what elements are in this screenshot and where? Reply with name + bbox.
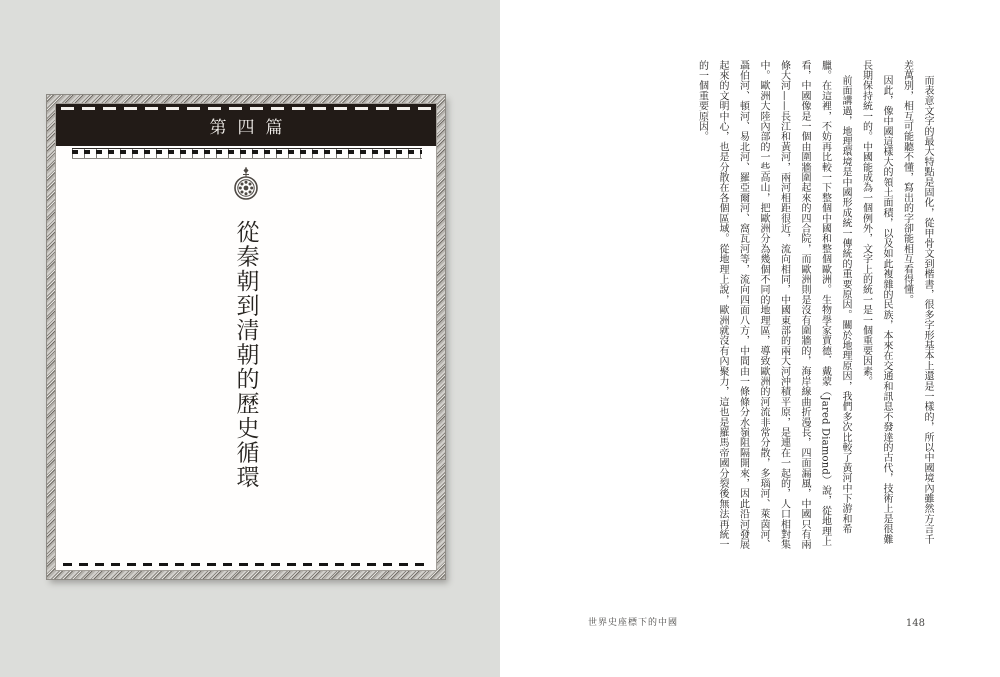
right-page (500, 0, 1000, 677)
chapter-title-card-inner (56, 104, 436, 570)
banner-dashed-line (61, 107, 431, 110)
part-label: 第四篇 (209, 117, 294, 138)
medallion-ornament-icon (233, 166, 260, 206)
chapter-title-card (47, 95, 445, 579)
paragraph-3: 前面講過，地理環境是中國形成統一傳統的重要原因。關於地理原因，我們多次比較了黃河中下游和希臘。在這裡，不妨再比較一下整個中國和整個歐洲。生物學家賈德．戴蒙（Jared Diamond）說，從地理上看，中國像是一個由圍牆圍起來的四合院，而歐洲則是沒有圍牆的，海岸線曲折漫長，四面漏風，中國只有兩條大河——長江和黃河，兩河相距很近，流向相同，中國東部的兩大河沖積平原，是連在一起的，人口相對集中。歐洲大陸內部的一些高山，把歐洲分為幾個不同的地理區，導致歐洲的河流非常分散，多瑙河、萊茵河、聶伯河、頓河、易北河、羅亞爾河、窩瓦河等，流向四面八方，中間由一條條分水嶺阻隔開來，因此沿河發展起來的文明中心，也是分散在各個區域。從地理上說，歐洲就沒有內聚力，這也是羅馬帝國分裂後無法再統一的一個重要原因。 (696, 60, 851, 550)
running-footer-book-title: 世界史座標下的中國 (588, 618, 679, 628)
page-number: 148 (905, 618, 925, 629)
body-text-block (691, 60, 937, 550)
paragraph-1: 而表意文字的最大特點是固化，從甲骨文到楷書，很多字形基本上還是一樣的，所以中國境內雖然方言千差萬別，相互可能聽不懂，寫出的字卻能相互看得懂。 (901, 60, 933, 545)
part-banner (56, 104, 436, 146)
ruler-ornament (72, 148, 422, 159)
bottom-dashed-line (63, 563, 429, 566)
paragraph-2: 因此，像中國這樣大的領土面積，以及如此複雜的民族，本來在交通和訊息不發達的古代，技術上是很難長期保持統一的。中國能成為一個例外，文字上的統一是一個重要因素。 (860, 60, 892, 545)
chapter-title: 從秦朝到清朝的歷史循環 (232, 220, 259, 490)
